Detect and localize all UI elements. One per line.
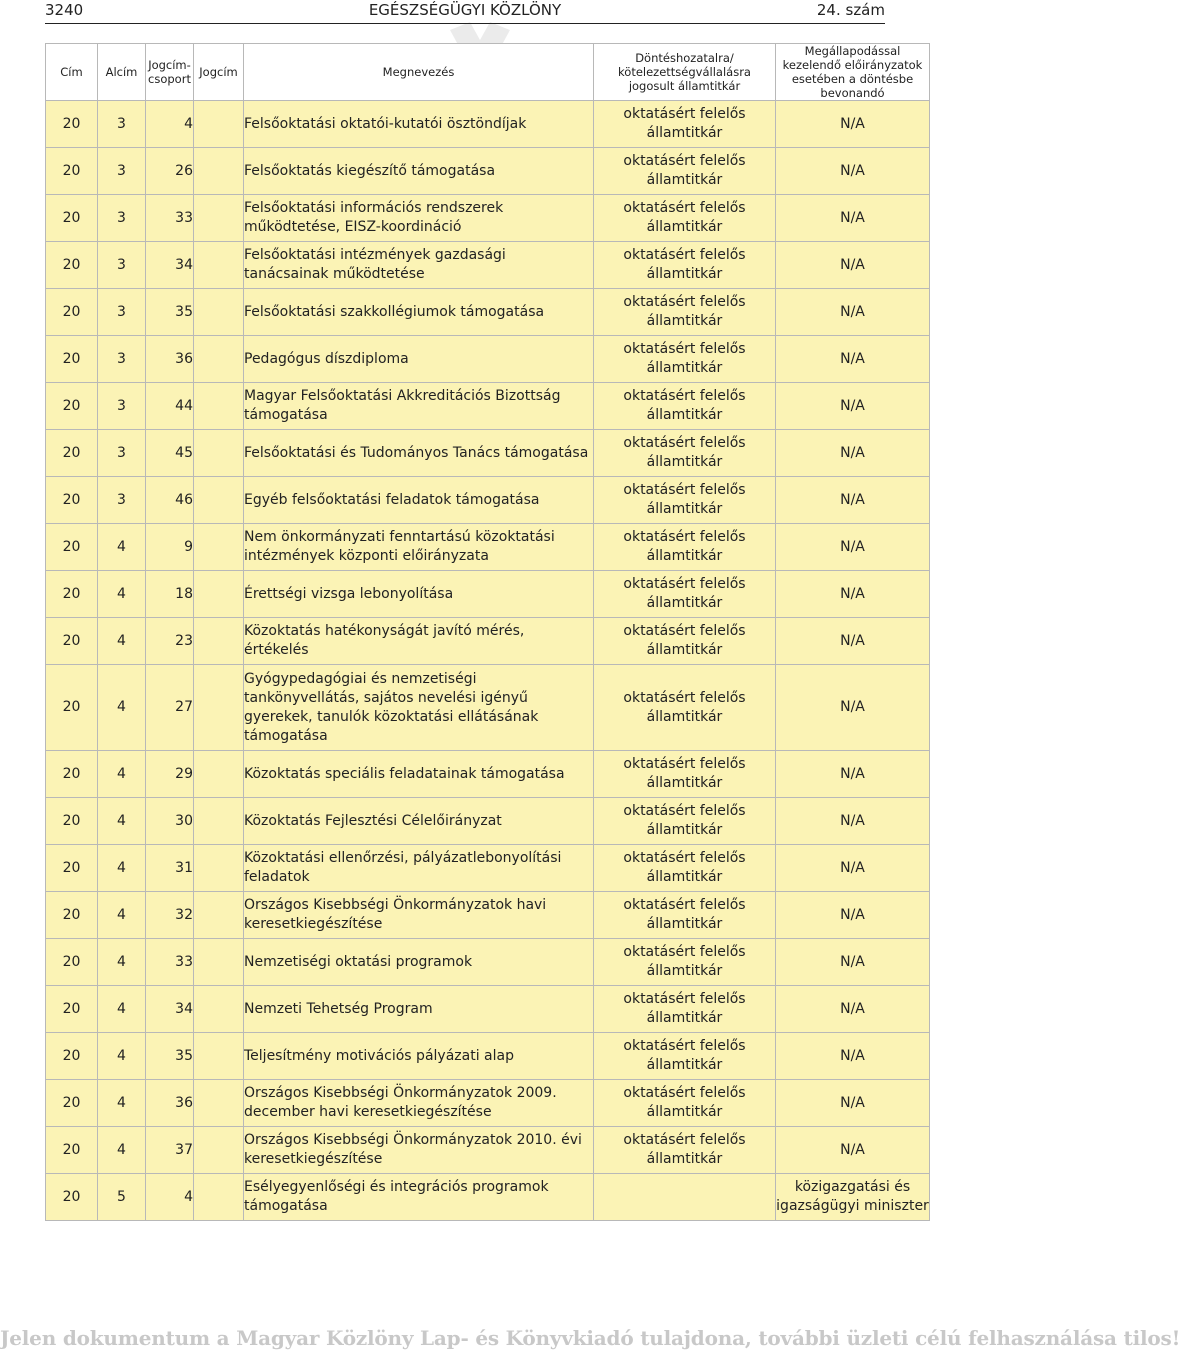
decision-cell: oktatásért felelős államtitkár (594, 289, 776, 336)
jogcim-csoport-cell: 35 (146, 289, 194, 336)
cim-cell: 20 (46, 101, 98, 148)
jogcim-csoport-cell: 46 (146, 477, 194, 524)
jogcim-csoport-cell: 32 (146, 892, 194, 939)
jogcim-cell (194, 289, 244, 336)
agreement-cell: N/A (776, 751, 930, 798)
jogcim-cell (194, 1080, 244, 1127)
jogcim-csoport-cell: 36 (146, 1080, 194, 1127)
table-row (46, 845, 930, 892)
cim-cell: 20 (46, 892, 98, 939)
name-cell: Felsőoktatási információs rendszerek működtetése, EISZ-koordináció (244, 195, 594, 242)
jogcim-csoport-cell: 35 (146, 1033, 194, 1080)
decision-cell: oktatásért felelős államtitkár (594, 242, 776, 289)
table-row (46, 571, 930, 618)
table-row (46, 986, 930, 1033)
decision-cell: oktatásért felelős államtitkár (594, 430, 776, 477)
alcim-cell: 4 (98, 618, 146, 665)
cim-cell: 20 (46, 1080, 98, 1127)
table-row (46, 618, 930, 665)
agreement-cell: N/A (776, 618, 930, 665)
agreement-cell: N/A (776, 101, 930, 148)
decision-cell: oktatásért felelős államtitkár (594, 845, 776, 892)
name-cell: Magyar Felsőoktatási Akkreditációs Bizottság támogatása (244, 383, 594, 430)
agreement-cell: N/A (776, 383, 930, 430)
ownership-watermark: Jelen dokumentum a Magyar Közlöny Lap- és Könyvkiadó tulajdona, további üzleti célú felhasználása tilos! (0, 1326, 1180, 1350)
name-cell: Nem önkormányzati fenntartású közoktatási intézmények központi előirányzata (244, 524, 594, 571)
jogcim-cell (194, 892, 244, 939)
decision-cell: oktatásért felelős államtitkár (594, 477, 776, 524)
jogcim-csoport-cell: 23 (146, 618, 194, 665)
alcim-cell: 4 (98, 665, 146, 751)
cim-cell: 20 (46, 665, 98, 751)
name-cell: Felsőoktatási intézmények gazdasági tanácsainak működtetése (244, 242, 594, 289)
jogcim-cell (194, 383, 244, 430)
budget-table (45, 43, 930, 1221)
agreement-cell: N/A (776, 430, 930, 477)
col-header-megnevezes: Megnevezés (244, 44, 594, 101)
agreement-cell: N/A (776, 571, 930, 618)
alcim-cell: 3 (98, 336, 146, 383)
table-row (46, 477, 930, 524)
col-header-cim: Cím (46, 44, 98, 101)
jogcim-cell (194, 524, 244, 571)
cim-cell: 20 (46, 1033, 98, 1080)
alcim-cell: 4 (98, 751, 146, 798)
jogcim-cell (194, 751, 244, 798)
name-cell: Esélyegyenlőségi és integrációs programok támogatása (244, 1174, 594, 1221)
col-header-jogcim-csoport: Jogcím-csoport (146, 44, 194, 101)
agreement-cell: közigazgatási és igazságügyi miniszter (776, 1174, 930, 1221)
alcim-cell: 4 (98, 524, 146, 571)
alcim-cell: 4 (98, 892, 146, 939)
decision-cell: oktatásért felelős államtitkár (594, 986, 776, 1033)
table-row (46, 1174, 930, 1221)
alcim-cell: 4 (98, 1127, 146, 1174)
jogcim-csoport-cell: 31 (146, 845, 194, 892)
decision-cell: oktatásért felelős államtitkár (594, 892, 776, 939)
cim-cell: 20 (46, 571, 98, 618)
cim-cell: 20 (46, 1174, 98, 1221)
jogcim-csoport-cell: 30 (146, 798, 194, 845)
decision-cell: oktatásért felelős államtitkár (594, 195, 776, 242)
page-header (45, 0, 885, 22)
name-cell: Felsőoktatási és Tudományos Tanács támogatása (244, 430, 594, 477)
cim-cell: 20 (46, 148, 98, 195)
name-cell: Közoktatás speciális feladatainak támogatása (244, 751, 594, 798)
jogcim-csoport-cell: 34 (146, 986, 194, 1033)
name-cell: Közoktatási ellenőrzési, pályázatlebonyolítási feladatok (244, 845, 594, 892)
decision-cell: oktatásért felelős államtitkár (594, 1033, 776, 1080)
table-row (46, 430, 930, 477)
jogcim-csoport-cell: 44 (146, 383, 194, 430)
jogcim-csoport-cell: 45 (146, 430, 194, 477)
agreement-cell: N/A (776, 148, 930, 195)
agreement-cell: N/A (776, 798, 930, 845)
jogcim-csoport-cell: 37 (146, 1127, 194, 1174)
cim-cell: 20 (46, 524, 98, 571)
cim-cell: 20 (46, 751, 98, 798)
cim-cell: 20 (46, 383, 98, 430)
table-row (46, 148, 930, 195)
decision-cell: oktatásért felelős államtitkár (594, 524, 776, 571)
table-row (46, 1033, 930, 1080)
name-cell: Érettségi vizsga lebonyolítása (244, 571, 594, 618)
jogcim-cell (194, 618, 244, 665)
alcim-cell: 3 (98, 195, 146, 242)
table-row (46, 751, 930, 798)
decision-cell: oktatásért felelős államtitkár (594, 383, 776, 430)
col-header-dontes: Döntéshozatalra/ kötelezettségvállalásra jogosult államtitkár (594, 44, 776, 101)
jogcim-cell (194, 798, 244, 845)
alcim-cell: 3 (98, 148, 146, 195)
name-cell: Közoktatás Fejlesztési Célelőirányzat (244, 798, 594, 845)
jogcim-csoport-cell: 33 (146, 195, 194, 242)
decision-cell: oktatásért felelős államtitkár (594, 751, 776, 798)
decision-cell: oktatásért felelős államtitkár (594, 1080, 776, 1127)
table-header (46, 44, 930, 101)
jogcim-cell (194, 1174, 244, 1221)
cim-cell: 20 (46, 986, 98, 1033)
name-cell: Országos Kisebbségi Önkormányzatok 2010. évi keresetkiegészítése (244, 1127, 594, 1174)
alcim-cell: 3 (98, 383, 146, 430)
col-header-jogcim: Jogcím (194, 44, 244, 101)
alcim-cell: 5 (98, 1174, 146, 1221)
jogcim-csoport-cell: 4 (146, 101, 194, 148)
jogcim-csoport-cell: 33 (146, 939, 194, 986)
table-row (46, 892, 930, 939)
cim-cell: 20 (46, 430, 98, 477)
agreement-cell: N/A (776, 289, 930, 336)
col-header-alcim: Alcím (98, 44, 146, 101)
alcim-cell: 4 (98, 1080, 146, 1127)
jogcim-cell (194, 571, 244, 618)
name-cell: Gyógypedagógiai és nemzetiségi tankönyvellátás, sajátos nevelési igényű gyerekek, tanulók közoktatási ellátásának támogatása (244, 665, 594, 751)
agreement-cell: N/A (776, 665, 930, 751)
alcim-cell: 3 (98, 242, 146, 289)
decision-cell (594, 1174, 776, 1221)
jogcim-cell (194, 148, 244, 195)
table-row (46, 101, 930, 148)
agreement-cell: N/A (776, 477, 930, 524)
name-cell: Felsőoktatási szakkollégiumok támogatása (244, 289, 594, 336)
cim-cell: 20 (46, 289, 98, 336)
table-row (46, 195, 930, 242)
jogcim-cell (194, 336, 244, 383)
name-cell: Pedagógus díszdiploma (244, 336, 594, 383)
decision-cell: oktatásért felelős államtitkár (594, 101, 776, 148)
jogcim-cell (194, 986, 244, 1033)
jogcim-csoport-cell: 34 (146, 242, 194, 289)
cim-cell: 20 (46, 939, 98, 986)
jogcim-cell (194, 1127, 244, 1174)
table-row (46, 242, 930, 289)
cim-cell: 20 (46, 336, 98, 383)
agreement-cell: N/A (776, 1033, 930, 1080)
agreement-cell: N/A (776, 986, 930, 1033)
cim-cell: 20 (46, 1127, 98, 1174)
table-row (46, 383, 930, 430)
cim-cell: 20 (46, 195, 98, 242)
table-row (46, 1080, 930, 1127)
decision-cell: oktatásért felelős államtitkár (594, 939, 776, 986)
agreement-cell: N/A (776, 524, 930, 571)
alcim-cell: 3 (98, 430, 146, 477)
table-row (46, 1127, 930, 1174)
alcim-cell: 3 (98, 101, 146, 148)
decision-cell: oktatásért felelős államtitkár (594, 1127, 776, 1174)
name-cell: Teljesítmény motivációs pályázati alap (244, 1033, 594, 1080)
jogcim-cell (194, 939, 244, 986)
agreement-cell: N/A (776, 939, 930, 986)
table-body (46, 101, 930, 1221)
jogcim-csoport-cell: 26 (146, 148, 194, 195)
cim-cell: 20 (46, 477, 98, 524)
agreement-cell: N/A (776, 195, 930, 242)
table-row (46, 798, 930, 845)
jogcim-csoport-cell: 36 (146, 336, 194, 383)
jogcim-csoport-cell: 29 (146, 751, 194, 798)
alcim-cell: 3 (98, 477, 146, 524)
header-row (46, 44, 930, 101)
decision-cell: oktatásért felelős államtitkár (594, 665, 776, 751)
table-row (46, 524, 930, 571)
header-divider (45, 23, 885, 24)
col-header-megallapodas: Megállapodással kezelendő előirányzatok esetében a döntésbe bevonandó (776, 44, 930, 101)
jogcim-cell (194, 477, 244, 524)
issue-number: 24. szám (816, 1, 885, 19)
name-cell: Országos Kisebbségi Önkormányzatok 2009. december havi keresetkiegészítése (244, 1080, 594, 1127)
cim-cell: 20 (46, 618, 98, 665)
name-cell: Felsőoktatás kiegészítő támogatása (244, 148, 594, 195)
name-cell: Nemzeti Tehetség Program (244, 986, 594, 1033)
jogcim-csoport-cell: 27 (146, 665, 194, 751)
jogcim-cell (194, 430, 244, 477)
cim-cell: 20 (46, 845, 98, 892)
page-number: 3240 (45, 1, 84, 19)
jogcim-cell (194, 242, 244, 289)
name-cell: Felsőoktatási oktatói-kutatói ösztöndíjak (244, 101, 594, 148)
decision-cell: oktatásért felelős államtitkár (594, 571, 776, 618)
jogcim-csoport-cell: 4 (146, 1174, 194, 1221)
table-row (46, 939, 930, 986)
jogcim-cell (194, 101, 244, 148)
jogcim-cell (194, 1033, 244, 1080)
decision-cell: oktatásért felelős államtitkár (594, 618, 776, 665)
name-cell: Közoktatás hatékonyságát javító mérés, értékelés (244, 618, 594, 665)
alcim-cell: 4 (98, 571, 146, 618)
jogcim-cell (194, 195, 244, 242)
agreement-cell: N/A (776, 336, 930, 383)
table-row (46, 336, 930, 383)
name-cell: Egyéb felsőoktatási feladatok támogatása (244, 477, 594, 524)
table-row (46, 289, 930, 336)
name-cell: Nemzetiségi oktatási programok (244, 939, 594, 986)
decision-cell: oktatásért felelős államtitkár (594, 336, 776, 383)
cim-cell: 20 (46, 242, 98, 289)
alcim-cell: 3 (98, 289, 146, 336)
agreement-cell: N/A (776, 1127, 930, 1174)
jogcim-cell (194, 665, 244, 751)
journal-title: EGÉSZSÉGÜGYI KÖZLÖNY (368, 1, 562, 19)
alcim-cell: 4 (98, 845, 146, 892)
alcim-cell: 4 (98, 986, 146, 1033)
agreement-cell: N/A (776, 1080, 930, 1127)
cim-cell: 20 (46, 798, 98, 845)
alcim-cell: 4 (98, 939, 146, 986)
agreement-cell: N/A (776, 892, 930, 939)
agreement-cell: N/A (776, 845, 930, 892)
jogcim-csoport-cell: 18 (146, 571, 194, 618)
jogcim-cell (194, 845, 244, 892)
table-row (46, 665, 930, 751)
decision-cell: oktatásért felelős államtitkár (594, 798, 776, 845)
alcim-cell: 4 (98, 1033, 146, 1080)
agreement-cell: N/A (776, 242, 930, 289)
name-cell: Országos Kisebbségi Önkormányzatok havi keresetkiegészítése (244, 892, 594, 939)
alcim-cell: 4 (98, 798, 146, 845)
decision-cell: oktatásért felelős államtitkár (594, 148, 776, 195)
jogcim-csoport-cell: 9 (146, 524, 194, 571)
